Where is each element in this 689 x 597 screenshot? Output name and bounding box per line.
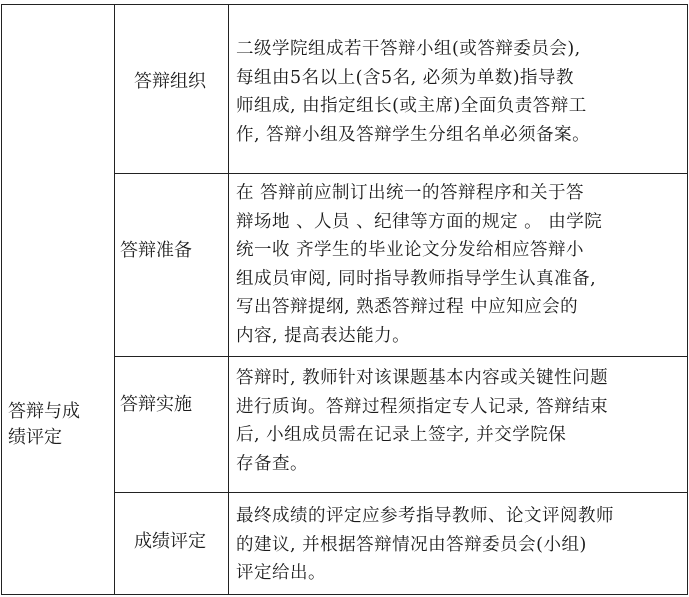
text-line: 最终成绩的评定应参考指导教师、论文评阅教师 (236, 506, 614, 526)
text-line: 进行质询。答辩过程须指定专人记录, 答辩结束 (236, 396, 609, 417)
text-line: 内容, 提高表达能力。 (236, 325, 411, 346)
category-label-line1: 答辩与成 (8, 401, 80, 422)
text-line: 每组由5名以上(含5名, 必须为单数)指导教 (236, 67, 575, 88)
row-label-organization: 答辩组织 (134, 71, 206, 92)
row-label-grading: 成绩评定 (134, 531, 206, 552)
row-label-implementation: 答辩实施 (120, 394, 192, 415)
row-label-preparation: 答辩准备 (120, 240, 192, 261)
text-line: 作, 答辩小组及答辩学生分组名单必须备案。 (236, 124, 591, 145)
table-border-left (1, 4, 2, 595)
row-text-grading (236, 502, 614, 588)
text-line: 写出答辩提纲, 熟悉答辩过程 中应知应会的 (236, 297, 579, 317)
text-line: 师组成, 由指定组长(或主席)全面负责答辩工 (236, 96, 587, 116)
text-line: 组成员审阅, 同时指导教师指导学生认真准备, (236, 268, 597, 289)
text-line: 在 答辩前应制订出统一的答辩程序和关于答 (236, 183, 585, 203)
text-line: 后, 小组成员需在记录上签字, 并交学院保 (236, 425, 567, 445)
text-line: 的建议, 并根据答辩情况由答辩委员会(小组) (236, 534, 587, 555)
row-divider-2 (114, 356, 688, 357)
column-divider-2 (228, 4, 229, 595)
table-border-bottom (1, 594, 687, 595)
row-text-organization (236, 35, 590, 149)
column-divider-1 (114, 4, 115, 595)
row-divider-1 (114, 173, 688, 174)
table-border-right (687, 4, 688, 595)
text-line: 统一收 齐学生的毕业论文分发给相应答辩小 (236, 240, 585, 260)
row-text-implementation (236, 364, 608, 478)
row-divider-3 (114, 492, 688, 493)
text-line: 评定给出。 (236, 563, 326, 583)
text-line: 二级学院组成若干答辩小组(或答辩委员会), (236, 39, 581, 59)
category-label-line2: 绩评定 (8, 427, 62, 448)
table-border-top (1, 4, 687, 5)
row-text-preparation (236, 179, 602, 350)
text-line: 答辩时, 教师针对该课题基本内容或关键性问题 (236, 368, 609, 388)
text-line: 存备查。 (236, 453, 308, 474)
category-label (8, 399, 80, 451)
text-line: 辩场地 、人员 、纪律等方面的规定 。 由学院 (236, 211, 603, 232)
